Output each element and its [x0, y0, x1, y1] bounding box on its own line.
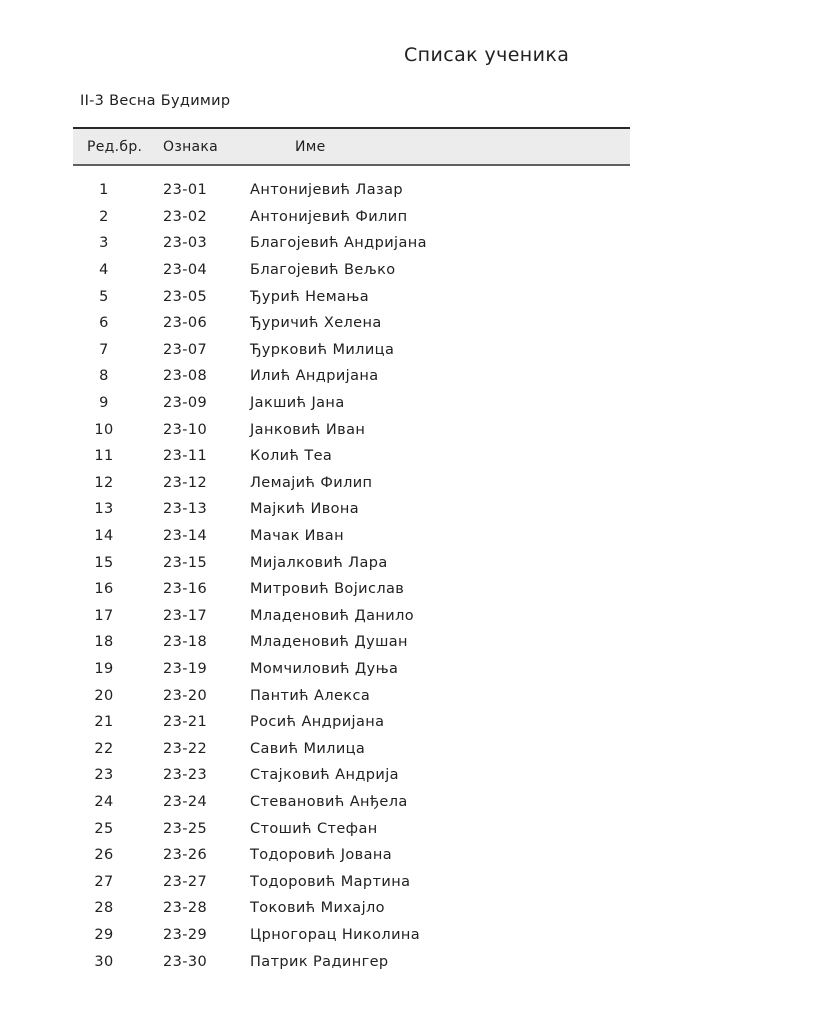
cell-ordinal: 23	[94, 767, 114, 784]
cell-code: 23-21	[163, 714, 208, 731]
cell-code: 23-23	[163, 767, 208, 784]
table-row	[73, 283, 630, 310]
cell-name: Тодоровић Јована	[250, 847, 393, 864]
cell-name: Антонијевић Лазар	[250, 182, 403, 199]
cell-ordinal: 18	[94, 634, 114, 651]
cell-name: Илић Андријана	[250, 368, 379, 385]
cell-code: 23-15	[163, 554, 208, 571]
cell-name: Колић Теа	[250, 448, 333, 465]
cell-name: Младеновић Душан	[250, 634, 408, 651]
table-row	[73, 549, 630, 576]
table-header-row	[73, 127, 630, 166]
cell-code: 23-08	[163, 368, 208, 385]
cell-name: Пантић Алекса	[250, 687, 371, 704]
table-row	[73, 416, 630, 443]
cell-ordinal: 14	[94, 528, 114, 545]
cell-code: 23-25	[163, 820, 208, 837]
table-row	[73, 177, 630, 204]
table-row	[73, 682, 630, 709]
cell-code: 23-24	[163, 793, 208, 810]
cell-ordinal: 11	[94, 448, 114, 465]
cell-ordinal: 30	[94, 953, 114, 970]
cell-name: Стајковић Андрија	[250, 767, 399, 784]
table-row	[73, 390, 630, 417]
cell-ordinal: 10	[94, 421, 114, 438]
table-row	[73, 656, 630, 683]
cell-code: 23-14	[163, 528, 208, 545]
cell-code: 23-27	[163, 873, 208, 890]
cell-ordinal: 12	[94, 474, 114, 491]
cell-code: 23-02	[163, 208, 208, 225]
cell-ordinal: 19	[94, 660, 114, 677]
cell-ordinal: 6	[99, 315, 109, 332]
cell-code: 23-26	[163, 847, 208, 864]
table-row	[73, 789, 630, 816]
table-row	[73, 523, 630, 550]
cell-ordinal: 26	[94, 847, 114, 864]
cell-name: Ђурковић Милица	[250, 341, 395, 358]
cell-code: 23-18	[163, 634, 208, 651]
cell-ordinal: 29	[94, 926, 114, 943]
table-row	[73, 576, 630, 603]
table-row	[73, 709, 630, 736]
cell-code: 23-22	[163, 740, 208, 757]
table-row	[73, 815, 630, 842]
cell-ordinal: 4	[99, 262, 109, 279]
cell-code: 23-17	[163, 607, 208, 624]
cell-name: Росић Андријана	[250, 714, 385, 731]
table-row	[73, 895, 630, 922]
table-row	[73, 762, 630, 789]
table-row	[73, 443, 630, 470]
cell-code: 23-07	[163, 341, 208, 358]
table-row	[73, 842, 630, 869]
table-row	[73, 868, 630, 895]
cell-ordinal: 17	[94, 607, 114, 624]
table-row	[73, 363, 630, 390]
cell-name: Савић Милица	[250, 740, 366, 757]
table-row	[73, 310, 630, 337]
cell-ordinal: 27	[94, 873, 114, 890]
cell-name: Јанковић Иван	[250, 421, 366, 438]
table-row	[73, 470, 630, 497]
cell-name: Мачак Иван	[250, 528, 344, 545]
cell-ordinal: 15	[94, 554, 114, 571]
table-row	[73, 257, 630, 284]
students-table	[73, 127, 630, 975]
cell-ordinal: 7	[99, 341, 109, 358]
cell-ordinal: 20	[94, 687, 114, 704]
column-header-name: Име	[295, 138, 326, 155]
cell-code: 23-09	[163, 395, 208, 412]
cell-ordinal: 28	[94, 900, 114, 917]
cell-name: Лемајић Филип	[250, 474, 373, 491]
table-body	[73, 177, 630, 975]
cell-name: Тодоровић Мартина	[250, 873, 411, 890]
class-teacher-heading: II-3 Весна Будимир	[80, 93, 231, 109]
cell-ordinal: 1	[99, 182, 109, 199]
cell-code: 23-05	[163, 288, 208, 305]
cell-code: 23-11	[163, 448, 208, 465]
cell-ordinal: 8	[99, 368, 109, 385]
cell-name: Благојевић Андријана	[250, 235, 427, 252]
cell-code: 23-28	[163, 900, 208, 917]
cell-name: Токовић Михајло	[250, 900, 385, 917]
table-row	[73, 735, 630, 762]
cell-name: Црногорац Николина	[250, 926, 421, 943]
cell-code: 23-19	[163, 660, 208, 677]
table-row	[73, 948, 630, 975]
cell-name: Стошић Стефан	[250, 820, 378, 837]
cell-ordinal: 24	[94, 793, 114, 810]
cell-code: 23-10	[163, 421, 208, 438]
cell-code: 23-01	[163, 182, 208, 199]
cell-name: Ђурић Немања	[250, 288, 370, 305]
cell-name: Митровић Војислав	[250, 581, 405, 598]
cell-ordinal: 13	[94, 501, 114, 518]
cell-name: Благојевић Вељко	[250, 262, 396, 279]
cell-code: 23-30	[163, 953, 208, 970]
cell-code: 23-16	[163, 581, 208, 598]
cell-name: Антонијевић Филип	[250, 208, 408, 225]
cell-name: Ђуричић Хелена	[250, 315, 382, 332]
table-row	[73, 603, 630, 630]
table-row	[73, 230, 630, 257]
cell-code: 23-13	[163, 501, 208, 518]
cell-code: 23-06	[163, 315, 208, 332]
cell-name: Стевановић Анђела	[250, 793, 408, 810]
cell-name: Мијалковић Лара	[250, 554, 388, 571]
cell-ordinal: 2	[99, 208, 109, 225]
cell-code: 23-03	[163, 235, 208, 252]
table-row	[73, 629, 630, 656]
table-row	[73, 337, 630, 364]
cell-ordinal: 3	[99, 235, 109, 252]
cell-code: 23-12	[163, 474, 208, 491]
cell-ordinal: 16	[94, 581, 114, 598]
cell-name: Патрик Радингер	[250, 953, 389, 970]
cell-ordinal: 5	[99, 288, 109, 305]
cell-code: 23-20	[163, 687, 208, 704]
column-header-ordinal: Ред.бр.	[87, 138, 143, 155]
table-row	[73, 204, 630, 231]
cell-name: Момчиловић Дуња	[250, 660, 399, 677]
cell-ordinal: 22	[94, 740, 114, 757]
table-row	[73, 496, 630, 523]
cell-code: 23-29	[163, 926, 208, 943]
page-title: Списак ученика	[404, 44, 570, 66]
cell-ordinal: 25	[94, 820, 114, 837]
column-header-code: Ознака	[163, 138, 219, 155]
cell-name: Мајкић Ивона	[250, 501, 360, 518]
cell-name: Јакшић Јана	[250, 395, 345, 412]
cell-ordinal: 9	[99, 395, 109, 412]
cell-ordinal: 21	[94, 714, 114, 731]
table-row	[73, 922, 630, 949]
cell-name: Младеновић Данило	[250, 607, 415, 624]
cell-code: 23-04	[163, 262, 208, 279]
